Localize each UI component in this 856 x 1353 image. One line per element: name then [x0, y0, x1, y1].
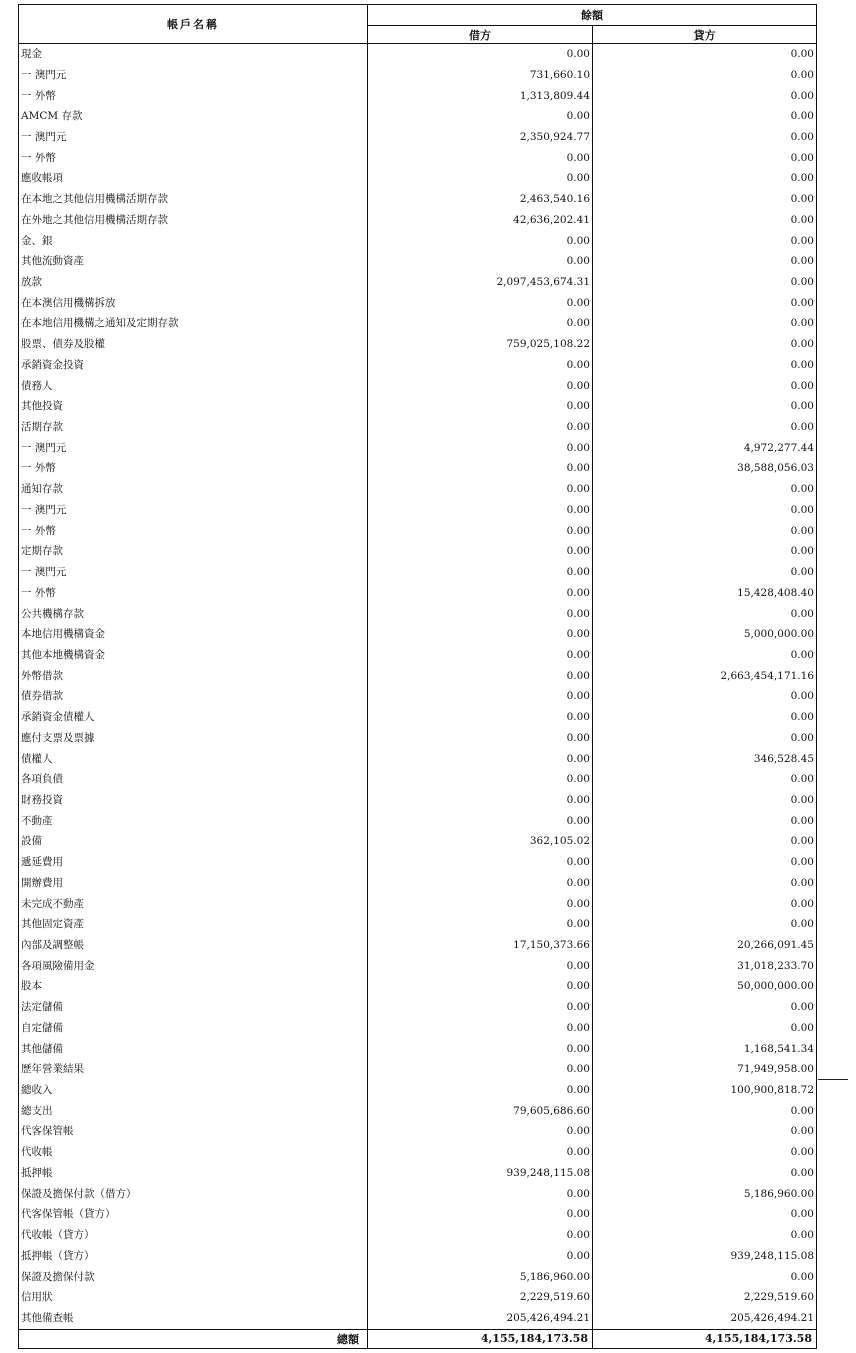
table-row [19, 272, 817, 293]
credit-cell: 0.00 [593, 396, 817, 417]
table-row [19, 893, 817, 914]
table-row [19, 707, 817, 728]
debit-cell: 0.00 [368, 893, 593, 914]
debit-cell: 0.00 [368, 914, 593, 935]
credit-cell: 0.00 [593, 645, 817, 666]
table-row [19, 1101, 817, 1122]
table-row [19, 852, 817, 873]
total-row [19, 1329, 817, 1348]
credit-cell: 1,168,541.34 [593, 1039, 817, 1060]
account-name-cell: 債權人 [19, 748, 368, 769]
trial-balance-table [18, 4, 817, 1349]
debit-cell: 2,350,924.77 [368, 127, 593, 148]
credit-header: 貸方 [593, 26, 817, 44]
table-row [19, 44, 817, 65]
total-debit: 4,155,184,173.58 [368, 1329, 593, 1348]
account-name-cell: 一 澳門元 [19, 65, 368, 86]
debit-cell: 0.00 [368, 748, 593, 769]
debit-cell: 0.00 [368, 313, 593, 334]
account-name-cell: 公共機構存款 [19, 603, 368, 624]
account-name-cell: 本地信用機構資金 [19, 624, 368, 645]
table-row [19, 521, 817, 542]
credit-cell: 5,000,000.00 [593, 624, 817, 645]
table-row [19, 85, 817, 106]
account-name-cell: 歷年營業結果 [19, 1059, 368, 1080]
table-row [19, 686, 817, 707]
debit-cell: 0.00 [368, 728, 593, 749]
debit-cell: 0.00 [368, 1142, 593, 1163]
account-name-cell: 遞延費用 [19, 852, 368, 873]
account-name-cell: 一 澳門元 [19, 127, 368, 148]
credit-cell: 346,528.45 [593, 748, 817, 769]
credit-cell: 0.00 [593, 85, 817, 106]
table-row [19, 458, 817, 479]
account-name-cell: 在本地信用機構之通知及定期存款 [19, 313, 368, 334]
table-row [19, 541, 817, 562]
account-name-cell: 定期存款 [19, 541, 368, 562]
credit-cell: 5,186,960.00 [593, 1184, 817, 1205]
table-row [19, 831, 817, 852]
account-name-cell: 代客保管帳 [19, 1121, 368, 1142]
debit-cell: 2,229,519.60 [368, 1287, 593, 1308]
table-row [19, 1204, 817, 1225]
account-name-cell: 現金 [19, 44, 368, 65]
account-name-cell: 通知存款 [19, 479, 368, 500]
table-row [19, 189, 817, 210]
credit-cell: 31,018,233.70 [593, 956, 817, 977]
debit-cell: 2,097,453,674.31 [368, 272, 593, 293]
account-name-cell: 其他本地機構資金 [19, 645, 368, 666]
credit-cell: 0.00 [593, 1204, 817, 1225]
credit-cell: 50,000,000.00 [593, 976, 817, 997]
account-name-cell: 其他備查帳 [19, 1308, 368, 1329]
debit-cell: 0.00 [368, 811, 593, 832]
debit-cell: 0.00 [368, 1246, 593, 1267]
debit-cell: 5,186,960.00 [368, 1266, 593, 1287]
debit-cell: 0.00 [368, 148, 593, 169]
table-row [19, 293, 817, 314]
table-row [19, 148, 817, 169]
credit-cell: 20,266,091.45 [593, 935, 817, 956]
credit-cell: 0.00 [593, 1121, 817, 1142]
debit-cell: 0.00 [368, 645, 593, 666]
table-row [19, 562, 817, 583]
debit-cell: 0.00 [368, 583, 593, 604]
credit-cell: 0.00 [593, 106, 817, 127]
debit-cell: 205,426,494.21 [368, 1308, 593, 1329]
table-row [19, 355, 817, 376]
debit-cell: 0.00 [368, 686, 593, 707]
table-row [19, 769, 817, 790]
account-name-cell: 應收帳項 [19, 168, 368, 189]
account-name-cell: 一 外幣 [19, 148, 368, 169]
debit-cell: 0.00 [368, 1018, 593, 1039]
account-name-header: 帳戶名稱 [19, 5, 368, 44]
account-name-cell: 保證及擔保付款 [19, 1266, 368, 1287]
credit-cell: 0.00 [593, 603, 817, 624]
credit-cell: 0.00 [593, 1266, 817, 1287]
debit-cell: 0.00 [368, 230, 593, 251]
debit-cell: 0.00 [368, 458, 593, 479]
table-row [19, 500, 817, 521]
table-row [19, 334, 817, 355]
credit-cell: 4,972,277.44 [593, 438, 817, 459]
account-name-cell: 股票、債券及股權 [19, 334, 368, 355]
credit-cell: 0.00 [593, 417, 817, 438]
debit-cell: 0.00 [368, 976, 593, 997]
table-row [19, 728, 817, 749]
debit-cell: 0.00 [368, 438, 593, 459]
credit-cell: 0.00 [593, 189, 817, 210]
debit-cell: 42,636,202.41 [368, 210, 593, 231]
credit-cell: 0.00 [593, 479, 817, 500]
table-row [19, 645, 817, 666]
account-name-cell: 放款 [19, 272, 368, 293]
debit-cell: 17,150,373.66 [368, 935, 593, 956]
credit-cell: 0.00 [593, 790, 817, 811]
account-name-cell: 債券借款 [19, 686, 368, 707]
debit-cell: 0.00 [368, 873, 593, 894]
debit-cell: 939,248,115.08 [368, 1163, 593, 1184]
table-row [19, 65, 817, 86]
account-name-cell: 金、銀 [19, 230, 368, 251]
debit-cell: 0.00 [368, 500, 593, 521]
credit-cell: 0.00 [593, 1142, 817, 1163]
debit-cell: 0.00 [368, 1059, 593, 1080]
account-name-cell: 一 外幣 [19, 583, 368, 604]
debit-cell: 0.00 [368, 603, 593, 624]
account-name-cell: 一 外幣 [19, 458, 368, 479]
credit-cell: 0.00 [593, 65, 817, 86]
account-name-cell: 其他儲備 [19, 1039, 368, 1060]
credit-cell: 2,229,519.60 [593, 1287, 817, 1308]
table-row [19, 1121, 817, 1142]
credit-cell: 0.00 [593, 852, 817, 873]
account-name-cell: 財務投資 [19, 790, 368, 811]
table-row [19, 935, 817, 956]
table-row [19, 376, 817, 397]
account-name-cell: 總支出 [19, 1101, 368, 1122]
table-row [19, 914, 817, 935]
credit-cell: 0.00 [593, 272, 817, 293]
balance-header: 餘額 [368, 5, 817, 26]
table-row [19, 748, 817, 769]
credit-cell: 0.00 [593, 313, 817, 334]
account-name-cell: 其他固定資產 [19, 914, 368, 935]
debit-cell: 0.00 [368, 1039, 593, 1060]
table-row [19, 1080, 817, 1101]
credit-cell: 0.00 [593, 1101, 817, 1122]
table-row [19, 1163, 817, 1184]
table-row [19, 1142, 817, 1163]
account-name-cell: 其他流動資產 [19, 251, 368, 272]
account-name-cell: 保證及擔保付款（借方） [19, 1184, 368, 1205]
debit-cell: 0.00 [368, 666, 593, 687]
table-row [19, 1059, 817, 1080]
account-name-cell: 抵押帳（貸方） [19, 1246, 368, 1267]
account-name-cell: 法定儲備 [19, 997, 368, 1018]
credit-cell: 0.00 [593, 1018, 817, 1039]
table-row [19, 997, 817, 1018]
account-name-cell: 各項風險備用金 [19, 956, 368, 977]
credit-cell: 2,663,454,171.16 [593, 666, 817, 687]
credit-cell: 0.00 [593, 251, 817, 272]
table-row [19, 479, 817, 500]
debit-cell: 0.00 [368, 479, 593, 500]
table-row [19, 624, 817, 645]
account-name-cell: 應付支票及票據 [19, 728, 368, 749]
credit-cell: 0.00 [593, 707, 817, 728]
debit-cell: 0.00 [368, 251, 593, 272]
debit-cell: 0.00 [368, 376, 593, 397]
debit-cell: 0.00 [368, 396, 593, 417]
account-name-cell: 一 澳門元 [19, 438, 368, 459]
account-name-cell: 一 外幣 [19, 521, 368, 542]
account-name-cell: 開辦費用 [19, 873, 368, 894]
credit-cell: 0.00 [593, 355, 817, 376]
account-name-cell: 代收帳（貸方） [19, 1225, 368, 1246]
header-row [19, 5, 817, 26]
table-row [19, 396, 817, 417]
account-name-cell: 不動產 [19, 811, 368, 832]
credit-cell: 0.00 [593, 562, 817, 583]
table-row [19, 956, 817, 977]
credit-cell: 0.00 [593, 168, 817, 189]
credit-cell: 0.00 [593, 1163, 817, 1184]
debit-cell: 0.00 [368, 541, 593, 562]
account-name-cell: 承銷資金債權人 [19, 707, 368, 728]
table-row [19, 583, 817, 604]
table-row [19, 666, 817, 687]
credit-cell: 0.00 [593, 210, 817, 231]
account-name-cell: 承銷資金投資 [19, 355, 368, 376]
credit-cell: 0.00 [593, 127, 817, 148]
table-row [19, 1308, 817, 1329]
total-credit: 4,155,184,173.58 [593, 1329, 817, 1348]
debit-header: 借方 [368, 26, 593, 44]
account-name-cell: 債務人 [19, 376, 368, 397]
table-row [19, 106, 817, 127]
debit-cell: 0.00 [368, 355, 593, 376]
account-name-cell: 一 澳門元 [19, 562, 368, 583]
credit-cell: 0.00 [593, 293, 817, 314]
table-row [19, 251, 817, 272]
credit-cell: 205,426,494.21 [593, 1308, 817, 1329]
credit-cell: 0.00 [593, 831, 817, 852]
table-row [19, 1287, 817, 1308]
credit-cell: 0.00 [593, 541, 817, 562]
table-row [19, 230, 817, 251]
account-name-cell: 一 外幣 [19, 85, 368, 106]
account-name-cell: 代收帳 [19, 1142, 368, 1163]
margin-mark [818, 1079, 848, 1080]
debit-cell: 0.00 [368, 44, 593, 65]
debit-cell: 362,105.02 [368, 831, 593, 852]
debit-cell: 731,660.10 [368, 65, 593, 86]
table-row [19, 438, 817, 459]
credit-cell: 0.00 [593, 728, 817, 749]
debit-cell: 0.00 [368, 1121, 593, 1142]
debit-cell: 0.00 [368, 293, 593, 314]
debit-cell: 0.00 [368, 1225, 593, 1246]
debit-cell: 0.00 [368, 417, 593, 438]
table-row [19, 210, 817, 231]
table-row [19, 603, 817, 624]
debit-cell: 0.00 [368, 769, 593, 790]
debit-cell: 0.00 [368, 852, 593, 873]
account-name-cell: 設備 [19, 831, 368, 852]
account-name-cell: 自定儲備 [19, 1018, 368, 1039]
credit-cell: 0.00 [593, 914, 817, 935]
credit-cell: 0.00 [593, 873, 817, 894]
credit-cell: 38,588,056.03 [593, 458, 817, 479]
credit-cell: 15,428,408.40 [593, 583, 817, 604]
table-row [19, 873, 817, 894]
table-row [19, 790, 817, 811]
debit-cell: 0.00 [368, 956, 593, 977]
debit-cell: 0.00 [368, 562, 593, 583]
credit-cell: 71,949,958.00 [593, 1059, 817, 1080]
debit-cell: 0.00 [368, 521, 593, 542]
account-name-cell: 抵押帳 [19, 1163, 368, 1184]
credit-cell: 0.00 [593, 334, 817, 355]
table-row [19, 1018, 817, 1039]
credit-cell: 100,900,818.72 [593, 1080, 817, 1101]
account-name-cell: 總收入 [19, 1080, 368, 1101]
debit-cell: 0.00 [368, 168, 593, 189]
table-row [19, 811, 817, 832]
credit-cell: 0.00 [593, 44, 817, 65]
account-name-cell: 各項負債 [19, 769, 368, 790]
table-row [19, 417, 817, 438]
total-label: 總額 [19, 1329, 368, 1348]
table-row [19, 168, 817, 189]
debit-cell: 79,605,686.60 [368, 1101, 593, 1122]
credit-cell: 0.00 [593, 230, 817, 251]
table-row [19, 1039, 817, 1060]
account-name-cell: 在本地之其他信用機構活期存款 [19, 189, 368, 210]
credit-cell: 0.00 [593, 893, 817, 914]
credit-cell: 0.00 [593, 686, 817, 707]
debit-cell: 0.00 [368, 1204, 593, 1225]
credit-cell: 0.00 [593, 811, 817, 832]
account-name-cell: 活期存款 [19, 417, 368, 438]
account-name-cell: 代客保管帳（貸方） [19, 1204, 368, 1225]
account-name-cell: 股本 [19, 976, 368, 997]
account-name-cell: 在外地之其他信用機構活期存款 [19, 210, 368, 231]
table-row [19, 1266, 817, 1287]
credit-cell: 0.00 [593, 500, 817, 521]
table-row [19, 1246, 817, 1267]
table-row [19, 976, 817, 997]
account-name-cell: 在本澳信用機構拆放 [19, 293, 368, 314]
table-row [19, 313, 817, 334]
debit-cell: 0.00 [368, 106, 593, 127]
debit-cell: 0.00 [368, 707, 593, 728]
account-name-cell: 一 澳門元 [19, 500, 368, 521]
debit-cell: 2,463,540.16 [368, 189, 593, 210]
table-row [19, 127, 817, 148]
debit-cell: 0.00 [368, 997, 593, 1018]
account-name-cell: 外幣借款 [19, 666, 368, 687]
account-name-cell: 未完成不動產 [19, 893, 368, 914]
account-name-cell: 信用狀 [19, 1287, 368, 1308]
credit-cell: 0.00 [593, 769, 817, 790]
account-name-cell: 內部及調整帳 [19, 935, 368, 956]
debit-cell: 0.00 [368, 1080, 593, 1101]
credit-cell: 0.00 [593, 521, 817, 542]
credit-cell: 0.00 [593, 376, 817, 397]
ledger-body [19, 44, 817, 1330]
debit-cell: 0.00 [368, 790, 593, 811]
table-row [19, 1225, 817, 1246]
debit-cell: 1,313,809.44 [368, 85, 593, 106]
credit-cell: 0.00 [593, 148, 817, 169]
debit-cell: 0.00 [368, 1184, 593, 1205]
table-row [19, 1184, 817, 1205]
credit-cell: 939,248,115.08 [593, 1246, 817, 1267]
account-name-cell: AMCM 存款 [19, 106, 368, 127]
debit-cell: 0.00 [368, 624, 593, 645]
debit-cell: 759,025,108.22 [368, 334, 593, 355]
credit-cell: 0.00 [593, 1225, 817, 1246]
credit-cell: 0.00 [593, 997, 817, 1018]
account-name-cell: 其他投資 [19, 396, 368, 417]
